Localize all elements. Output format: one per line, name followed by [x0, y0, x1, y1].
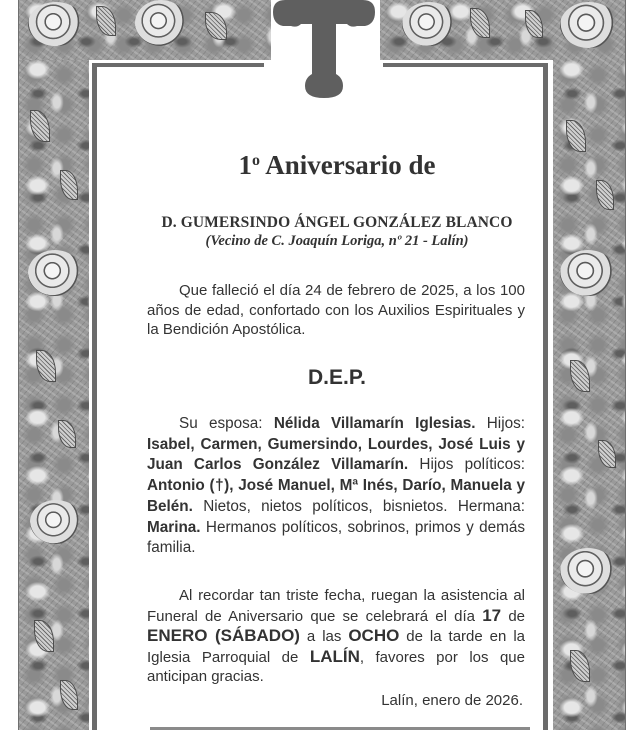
title-text: Aniversario de [260, 150, 436, 180]
deceased-name: D. GUMERSINDO ÁNGEL GONZÁLEZ BLANCO [161, 214, 513, 231]
funeral-text: de [501, 607, 525, 625]
grandchildren-text: Nietos, nietos políticos, bisnietos. Hermana: [192, 497, 525, 515]
frame-line-top-right [383, 63, 548, 67]
funeral-paragraph [147, 586, 525, 687]
rose-icon [135, 0, 187, 46]
deceased-address: (Vecino de C. Joaquín Loriga, nº 21 - Lalín) [205, 233, 469, 249]
funeral-text: Al recordar tan triste fecha, ruegan la asistencia al Funeral de Aniversario que se celebrará el día [147, 587, 525, 625]
rose-icon [560, 2, 618, 48]
funeral-hour: OCHO [348, 626, 400, 646]
inlaws-label: Hijos políticos: [408, 456, 525, 474]
funeral-place: LALÍN [309, 646, 360, 666]
page-title [147, 150, 527, 181]
funeral-text: , favores por los que anticipan gracias. [147, 648, 525, 686]
children-names: Isabel, Carmen, Gumersindo, Lourdes, José Luis y Juan Carlos González Villamarín. [147, 435, 525, 474]
closing-place-date: Lalín, enero de 2026. [381, 692, 523, 709]
frame-line-right [543, 63, 548, 730]
spouse-label: Su esposa: [179, 415, 274, 432]
dep-heading: D.E.P. [308, 366, 366, 389]
cross-icon [273, 0, 375, 100]
rose-icon [30, 500, 82, 544]
sister-name: Marina. [147, 518, 201, 536]
funeral-text: de la tarde en la Iglesia Parroquial de [147, 628, 525, 666]
rose-icon [28, 2, 84, 46]
frame-line-top-left [92, 63, 264, 67]
children-label: Hijos: [475, 415, 525, 432]
family-paragraph [147, 414, 525, 559]
rose-icon [560, 250, 616, 296]
frame-line-left [92, 63, 97, 730]
rest-family-text: Hermanos políticos, sobrinos, primos y demás familia. [147, 518, 525, 557]
rose-icon [560, 548, 616, 594]
rose-icon [402, 2, 456, 46]
title-ordinal: o [252, 152, 260, 169]
death-paragraph: Que falleció el día 24 de febrero de 2025, a los 100 años de edad, confortado con los Auxilios Espirituales y la Bendición Apostólica. [147, 282, 525, 338]
rose-icon [28, 250, 82, 296]
funeral-month-weekday: ENERO (SÁBADO) [147, 626, 300, 646]
spouse-name: Nélida Villamarín Iglesias. [273, 415, 476, 432]
rose-border-right [553, 0, 625, 730]
inlaws-names: Antonio (†), José Manuel, Mª Inés, Darío, Manuela y Belén. [147, 477, 525, 515]
title-number: 1 [238, 150, 252, 180]
funeral-day: 17 [482, 605, 502, 625]
funeral-text: a las [299, 628, 349, 646]
